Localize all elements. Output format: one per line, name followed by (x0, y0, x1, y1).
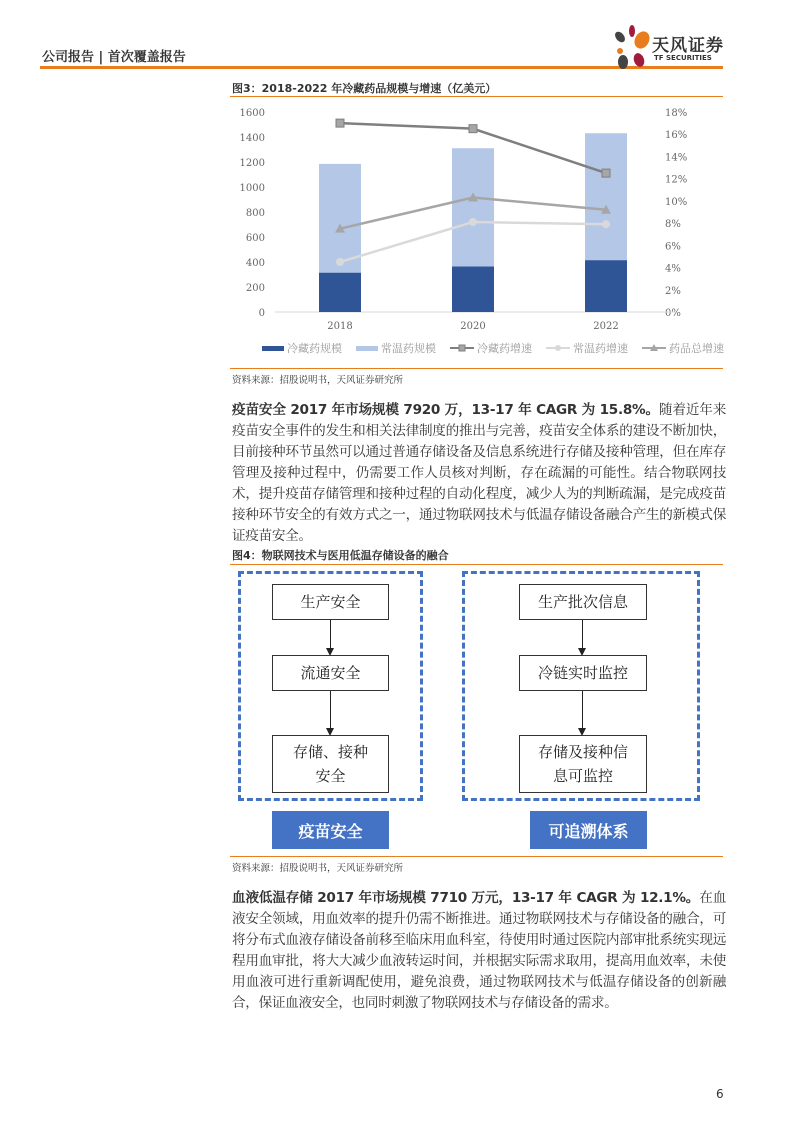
vaccine-safety-label: 疫苗安全 (272, 811, 389, 849)
y2-tick-label: 14% (665, 152, 688, 164)
legend-item: 冷藏药增速 (450, 340, 532, 356)
figure4-source: 资料来源：招股说明书，天风证券研究所 (232, 863, 404, 874)
point-marker (602, 220, 610, 228)
legend-item: 药品总增速 (642, 340, 724, 356)
flow-step: 存储及接种信息可监控 (519, 735, 647, 793)
bar-常温药规模 (452, 148, 494, 266)
cold-drug-chart (225, 96, 705, 336)
blood-storage-paragraph (232, 888, 726, 1014)
y2-tick-label: 12% (665, 174, 688, 186)
paragraph-lead: 血液低温存储 2017 年市场规模 7710 万元，13-17 年 CAGR 为 12.1%。 (232, 890, 700, 906)
y2-tick-label: 10% (665, 196, 688, 208)
y-tick-label: 600 (245, 233, 265, 244)
vaccine-safety-paragraph (232, 400, 726, 547)
logo-text: 天风证券 (652, 36, 724, 56)
point-marker (336, 119, 344, 127)
tf-securities-logo (612, 25, 737, 67)
y2-tick-label: 2% (665, 285, 681, 297)
arrow-down-icon (582, 620, 583, 654)
chart-legend (262, 340, 724, 356)
y2-tick-label: 4% (665, 263, 681, 275)
logo-petals-icon (612, 25, 652, 69)
body-flow (0, 400, 793, 1014)
source-divider (230, 368, 723, 369)
point-marker (336, 258, 344, 266)
legend-item: 冷藏药规模 (262, 340, 342, 356)
flow-step: 生产安全 (272, 584, 389, 620)
y2-tick-label: 16% (665, 130, 688, 142)
x-tick-label: 2022 (593, 321, 619, 332)
point-marker (602, 169, 610, 177)
bar-冷藏药规模 (452, 266, 494, 312)
y2-tick-label: 6% (665, 241, 681, 253)
arrow-down-icon (330, 620, 331, 654)
figure3-caption: 图3：2018-2022 年冷藏药品规模与增速（亿美元） (232, 82, 497, 95)
x-tick-label: 2020 (460, 321, 486, 332)
arrow-down-icon (330, 691, 331, 734)
paragraph-body: 随着近年来疫苗安全事件的发生和相关法律制度的推出与完善，疫苗安全体系的建设不断加快，目前接种环节虽然可以通过普通存储设备及信息系统进行存储及接种管理，但在库存管理及接种过程中，仍需要工作人员核对判断，存在疏漏的可能性。结合物联网技术，提升疫苗存储管理和接种过程的自动化程度，减少人为的判断疏漏，是完成疫苗接种环节安全的有效方式之一，通过物联网技术与低温存储设备融合产生的新模式保证疫苗安全。 (232, 402, 727, 544)
figure3-source: 资料来源：招股说明书，天风证券研究所 (232, 375, 404, 386)
source-divider (230, 856, 723, 857)
y2-tick-label: 18% (665, 108, 688, 119)
y-tick-label: 200 (245, 283, 265, 294)
y-tick-label: 400 (245, 258, 265, 269)
y-tick-label: 800 (245, 208, 265, 219)
flow-step: 冷链实时监控 (519, 655, 647, 691)
bar-冷藏药规模 (585, 260, 627, 312)
figure4-caption: 图4：物联网技术与医用低温存储设备的融合 (232, 549, 449, 562)
paragraph-body: 在血液安全领域，用血效率的提升仍需不断推进。通过物联网技术与存储设备的融合，可将分布式血液存储设备前移至临床用血科室，待使用时通过医院内部审批系统实现远程用血审批，将大大减少血液转运时间，并根据实际需求取用，提高用血效率，未使用血液可进行重新调配使用，避免浪费，通过物联网技术与低温存储设备的创新融合，保证血液安全，也同时刺激了物联网技术与存储设备的需求。 (232, 890, 727, 1011)
y-tick-label: 1200 (239, 158, 265, 169)
point-marker (469, 125, 477, 133)
x-tick-label: 2018 (327, 321, 353, 332)
report-header-title: 公司报告 | 首次覆盖报告 (42, 50, 186, 65)
bar-冷藏药规模 (319, 273, 361, 312)
logo-subtext: TF SECURITIES (654, 54, 712, 62)
arrow-down-icon (582, 691, 583, 734)
figure4 (0, 547, 793, 888)
y2-tick-label: 0% (665, 308, 681, 319)
y2-tick-label: 8% (665, 219, 681, 231)
flow-step: 存储、接种安全 (272, 735, 389, 793)
y-tick-label: 1000 (239, 183, 265, 194)
y-tick-label: 1600 (239, 108, 265, 119)
legend-item: 常温药增速 (546, 340, 628, 356)
y-tick-label: 0 (258, 308, 265, 319)
bar-常温药规模 (585, 133, 627, 260)
y-tick-label: 1400 (239, 133, 265, 144)
flow-step: 流通安全 (272, 655, 389, 691)
paragraph-lead: 疫苗安全 2017 年市场规模 7920 万，13-17 年 CAGR 为 15.8%。 (232, 402, 659, 418)
page-number: 6 (716, 1087, 724, 1101)
caption-divider (230, 564, 723, 565)
traceability-label: 可追溯体系 (530, 811, 647, 849)
legend-item: 常温药规模 (356, 340, 436, 356)
point-marker (469, 218, 477, 226)
flow-step: 生产批次信息 (519, 584, 647, 620)
